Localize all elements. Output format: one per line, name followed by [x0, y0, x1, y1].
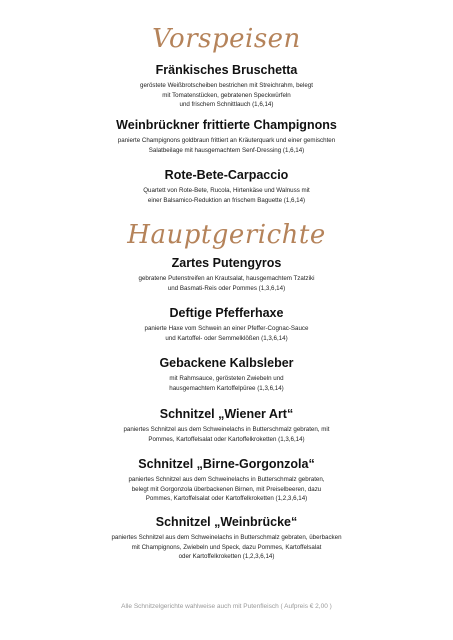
dish-description-line: mit Tomatenstücken, gebratenen Speckwürfeln: [162, 91, 291, 99]
dish-name: Gebackene Kalbsleber: [159, 356, 294, 370]
dish-description-line: hausgemachtem Kartoffelpüree (1,3,6,14): [169, 384, 284, 392]
dish-description: [0, 533, 453, 562]
dish-item: [0, 515, 453, 562]
dish-description: [0, 186, 453, 205]
dish-description-line: geröstete Weißbrotscheiben bestrichen mit Streichrahm, belegt: [140, 82, 313, 89]
dish-description-line: panierte Champignons goldbraun frittiert an Kräuterquark und einer gemischten: [117, 137, 336, 144]
dish-description: [0, 324, 453, 343]
dish-name: Schnitzel „Weinbrücke“: [155, 515, 298, 529]
dish-name: Fränkisches Bruschetta: [155, 63, 298, 77]
dish-description: [0, 81, 453, 110]
dish-description-line: gebratene Putenstreifen an Krautsalat, hausgemachtem Tzatziki: [138, 275, 315, 282]
dish-description-line: paniertes Schnitzel aus dem Schweinelachs in Butterschmalz gebraten, mit: [123, 426, 330, 433]
dish-item: [0, 457, 453, 504]
dish-description: [0, 425, 453, 444]
dish-name: Schnitzel „Wiener Art“: [159, 407, 294, 421]
dish-description-line: Quartett von Rote-Bete, Rucola, Hirtenkäse und Walnuss mit: [143, 187, 310, 194]
dish-item: [0, 356, 453, 393]
footer-note: Alle Schnitzelgerichte wahlweise auch mit Putenfleisch ( Aufpreis € 2,00 ): [121, 603, 332, 610]
dish-item: [0, 118, 453, 155]
dish-name: Deftige Pfefferhaxe: [169, 306, 284, 320]
dish-description-line: oder Kartoffelkroketten (1,2,3,6,14): [178, 553, 275, 560]
dish-description-line: Pommes, Kartoffelsalat oder Kartoffelkroketten (1,2,3,6,14): [145, 495, 308, 502]
dish-description-line: Salatbeilage mit hausgemachtem Senf-Dressing (1,6,14): [148, 146, 305, 154]
dish-description-line: paniertes Schnitzel aus dem Schweinelachs in Butterschmalz gebraten,: [128, 476, 325, 483]
dish-description: [0, 136, 453, 155]
section-title-vorspeisen: Vorspeisen: [152, 24, 301, 54]
dish-description-line: und Kartoffel- oder Semmelklößen (1,3,6,14): [165, 334, 288, 342]
dish-description-line: panierte Haxe vom Schwein an einer Pfeffer-Cognac-Sauce: [144, 325, 309, 332]
dish-name: Weinbrückner frittierte Champignons: [116, 118, 337, 132]
dish-description-line: paniertes Schnitzel aus dem Schweinelachs in Butterschmalz gebraten, überbacken: [111, 534, 342, 541]
dish-item: [0, 63, 453, 110]
dish-description-line: mit Champignons, Zwiebeln und Speck, dazu Pommes, Kartoffelsalat: [131, 543, 322, 551]
dish-name: Schnitzel „Birne-Gorgonzola“: [138, 457, 315, 471]
section-title-hauptgerichte: Hauptgerichte: [127, 220, 326, 250]
dish-description-line: mit Rahmsauce, gerösteten Zwiebeln und: [169, 375, 284, 382]
dish-item: [0, 168, 453, 205]
dish-item: [0, 306, 453, 343]
dish-description: [0, 374, 453, 393]
dish-name: Zartes Putengyros: [171, 256, 282, 270]
dish-description-line: und frischem Schnittlauch (1,6,14): [179, 101, 274, 108]
dish-description-line: und Basmati-Reis oder Pommes (1,3,6,14): [167, 284, 286, 292]
dish-item: [0, 407, 453, 444]
dish-name: Rote-Bete-Carpaccio: [164, 168, 289, 182]
dish-description: [0, 475, 453, 504]
dish-description-line: einer Balsamico-Reduktion an frischem Baguette (1,6,14): [147, 196, 306, 204]
dish-description: [0, 274, 453, 293]
dish-description-line: Pommes, Kartoffelsalat oder Kartoffelkroketten (1,3,6,14): [148, 435, 305, 443]
dish-description-line: belegt mit Gorgonzola überbackenen Birnen, mit Preiselbeeren, dazu: [131, 485, 322, 493]
dish-item: [0, 256, 453, 293]
